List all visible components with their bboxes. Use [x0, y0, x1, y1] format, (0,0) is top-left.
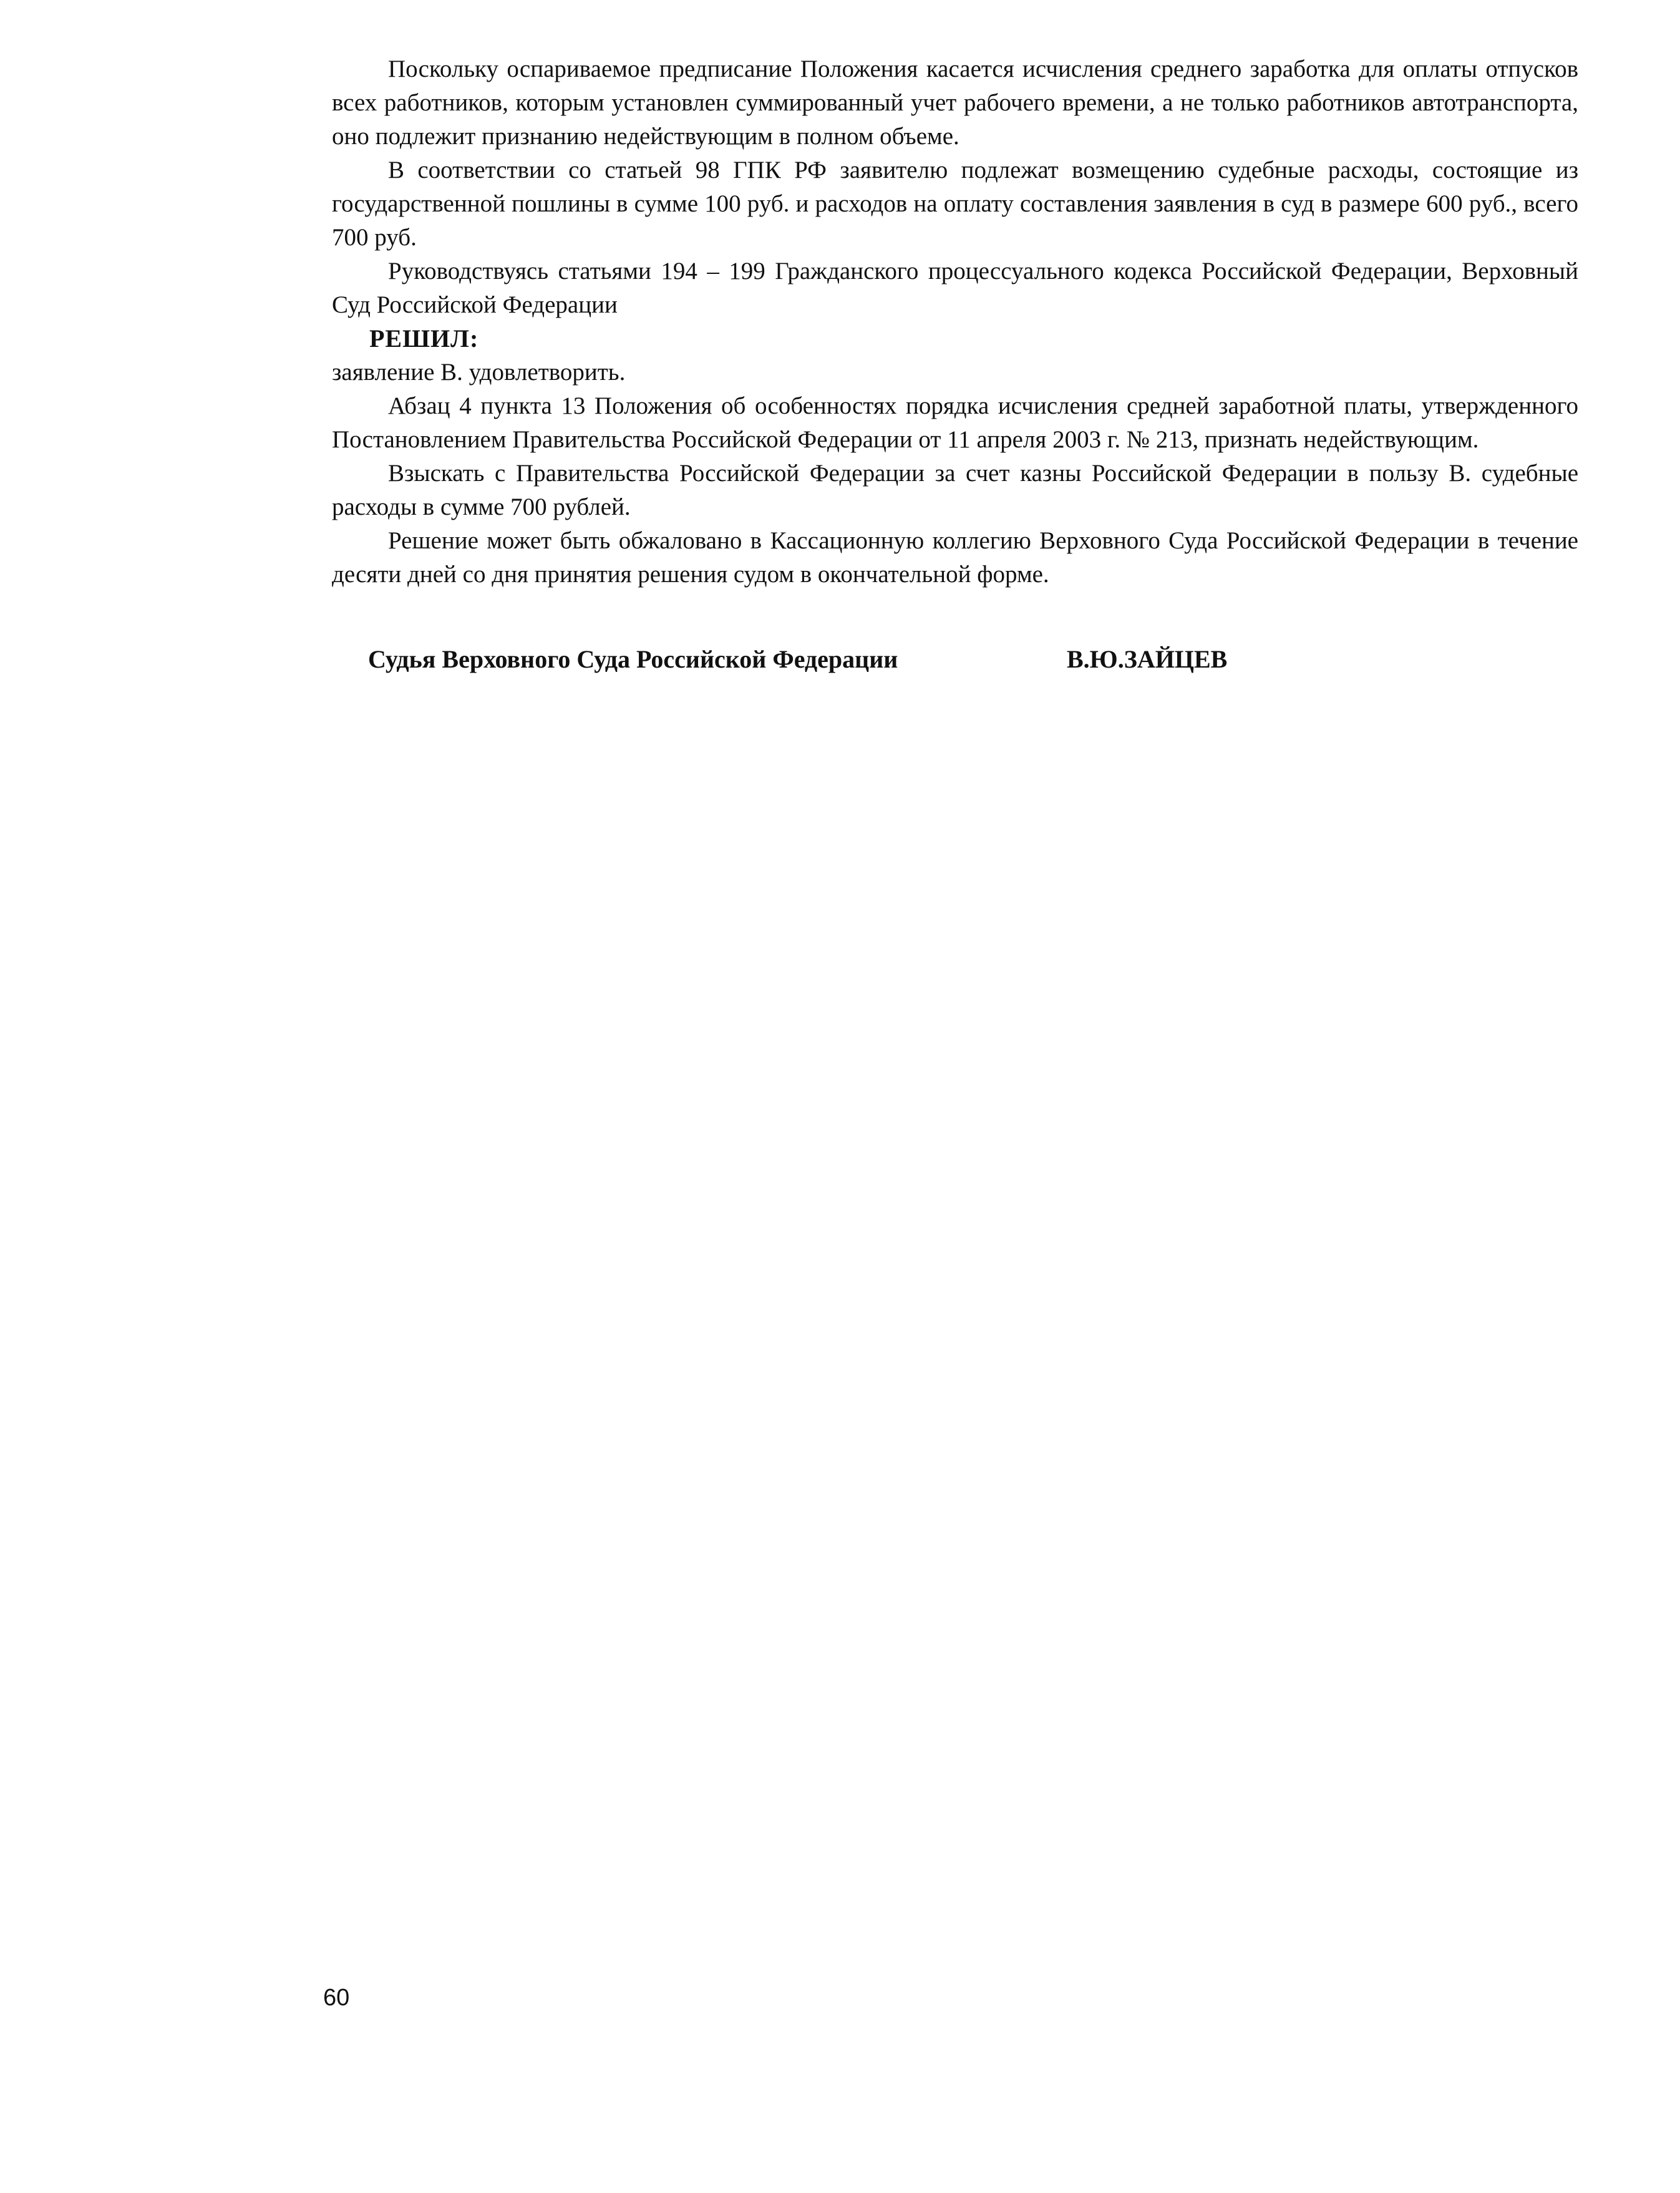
decision-heading: РЕШИЛ:: [369, 324, 479, 353]
signature-name: В.Ю.ЗАЙЦЕВ: [1067, 645, 1228, 673]
paragraph-invalidity: Поскольку оспариваемое предписание Положения касается исчисления среднего заработка для оплаты отпусков всех работников, которым установлен суммированный учет рабочего времени, а не только работников автотранспорта, оно подлежит признанию недействующим в полном объеме.: [332, 56, 1578, 150]
document-body: [332, 52, 1578, 591]
paragraph-legal-basis: Руководствуясь статьями 194 – 199 Гражданского процессуального кодекса Российской Федерации, Верховный Суд Российской Федерации: [332, 258, 1578, 318]
paragraph-court-costs: В соответствии со статьей 98 ГПК РФ заявителю подлежат возмещению судебные расходы, состоящие из государственной пошлины в сумме 100 руб. и расходов на оплату составления заявления в суд в размере 600 руб., всего 700 руб.: [332, 157, 1578, 251]
decision-paragraph-recover-costs: Взыскать с Правительства Российской Федерации за счет казны Российской Федерации в пользу В. судебные расходы в сумме 700 рублей.: [332, 460, 1578, 520]
page-number: 60: [323, 1985, 350, 2011]
decision-paragraph-appeal: Решение может быть обжаловано в Кассационную коллегию Верховного Суда Российской Федерации в течение десяти дней со дня принятия решения судом в окончательной форме.: [332, 527, 1578, 588]
decision-intro: заявление В. удовлетворить.: [332, 359, 626, 386]
decision-paragraph-invalidate: Абзац 4 пункта 13 Положения об особенностях порядка исчисления средней заработной платы, утвержденного Постановлением Правительства Российской Федерации от 11 апреля 2003 г. № 213, признать недействующим.: [332, 392, 1578, 453]
signature-title: Судья Верховного Суда Российской Федерации: [368, 645, 898, 673]
